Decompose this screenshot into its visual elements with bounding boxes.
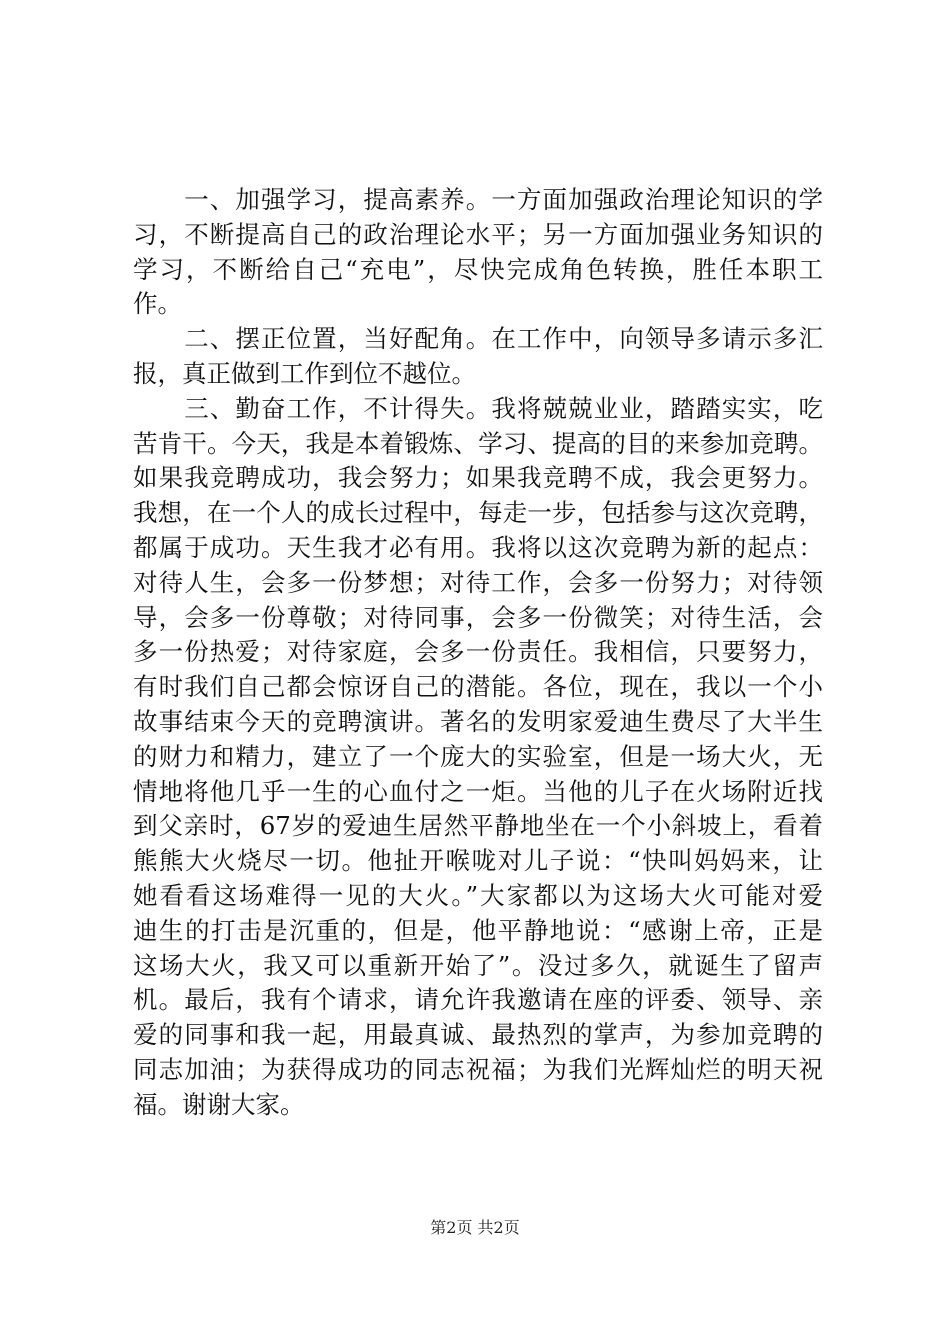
text-line: 多一份热爱；对待家庭，会多一份责任。我相信，只要努力，	[133, 637, 823, 667]
text-line: 机。最后，我有个请求，请允许我邀请在座的评委、领导、亲	[133, 985, 823, 1015]
text-line: 学习，不断给自己“充电”，尽快完成角色转换，胜任本职工	[133, 254, 823, 284]
text-line: 福。谢谢大家。	[133, 1089, 305, 1119]
text-line: 的财力和精力，建立了一个庞大的实验室，但是一场大火，无	[133, 741, 823, 771]
text-line: 报，真正做到工作到位不越位。	[133, 358, 476, 388]
text-line: 一、加强学习，提高素养。一方面加强政治理论知识的学	[133, 185, 823, 214]
text-line: 爱的同事和我一起，用最真诚、最热烈的掌声，为参加竞聘的	[133, 1020, 823, 1050]
text-line: 她看看这场难得一见的大火。”大家都以为这场大火可能对爱	[133, 880, 823, 910]
text-line: 二、摆正位置，当好配角。在工作中，向领导多请示多汇	[133, 324, 823, 354]
text-line: 这场大火，我又可以重新开始了”。没过多久，就诞生了留声	[133, 950, 823, 980]
text-line: 情地将他几乎一生的心血付之一炬。当他的儿子在火场附近找	[133, 776, 823, 806]
text-line: 都属于成功。天生我才必有用。我将以这次竞聘为新的起点：	[133, 532, 823, 562]
text-line: 苦肯干。今天，我是本着锻炼、学习、提高的目的来参加竞聘。	[133, 428, 823, 458]
text-line: 我想，在一个人的成长过程中，每走一步，包括参与这次竞聘，	[133, 498, 823, 528]
text-line: 同志加油；为获得成功的同志祝福；为我们光辉灿烂的明天祝	[133, 1054, 823, 1084]
text-line: 导，会多一份尊敬；对待同事，会多一份微笑；对待生活，会	[133, 602, 823, 632]
document-body	[133, 183, 823, 1123]
text-line: 迪生的打击是沉重的，但是，他平静地说：“感谢上帝，正是	[133, 915, 823, 945]
text-line: 有时我们自己都会惊讶自己的潜能。各位，现在，我以一个小	[133, 672, 823, 702]
text-line: 三、勤奋工作，不计得失。我将兢兢业业，踏踏实实，吃	[133, 393, 823, 423]
text-line: 熊熊大火烧尽一切。他扯开喉咙对儿子说：“快叫妈妈来，让	[133, 846, 823, 876]
text-line: 习，不断提高自己的政治理论水平；另一方面加强业务知识的	[133, 219, 823, 249]
text-line: 作。	[133, 289, 182, 319]
text-line: 到父亲时，67岁的爱迪生居然平静地坐在一个小斜坡上，看着	[133, 811, 823, 841]
text-line: 如果我竞聘成功，我会努力；如果我竞聘不成，我会更努力。	[133, 463, 823, 493]
text-line: 对待人生，会多一份梦想；对待工作，会多一份努力；对待领	[133, 567, 823, 597]
text-line: 故事结束今天的竞聘演讲。著名的发明家爱迪生费尽了大半生	[133, 706, 823, 736]
page-footer: 第2页 共2页	[430, 1218, 520, 1237]
